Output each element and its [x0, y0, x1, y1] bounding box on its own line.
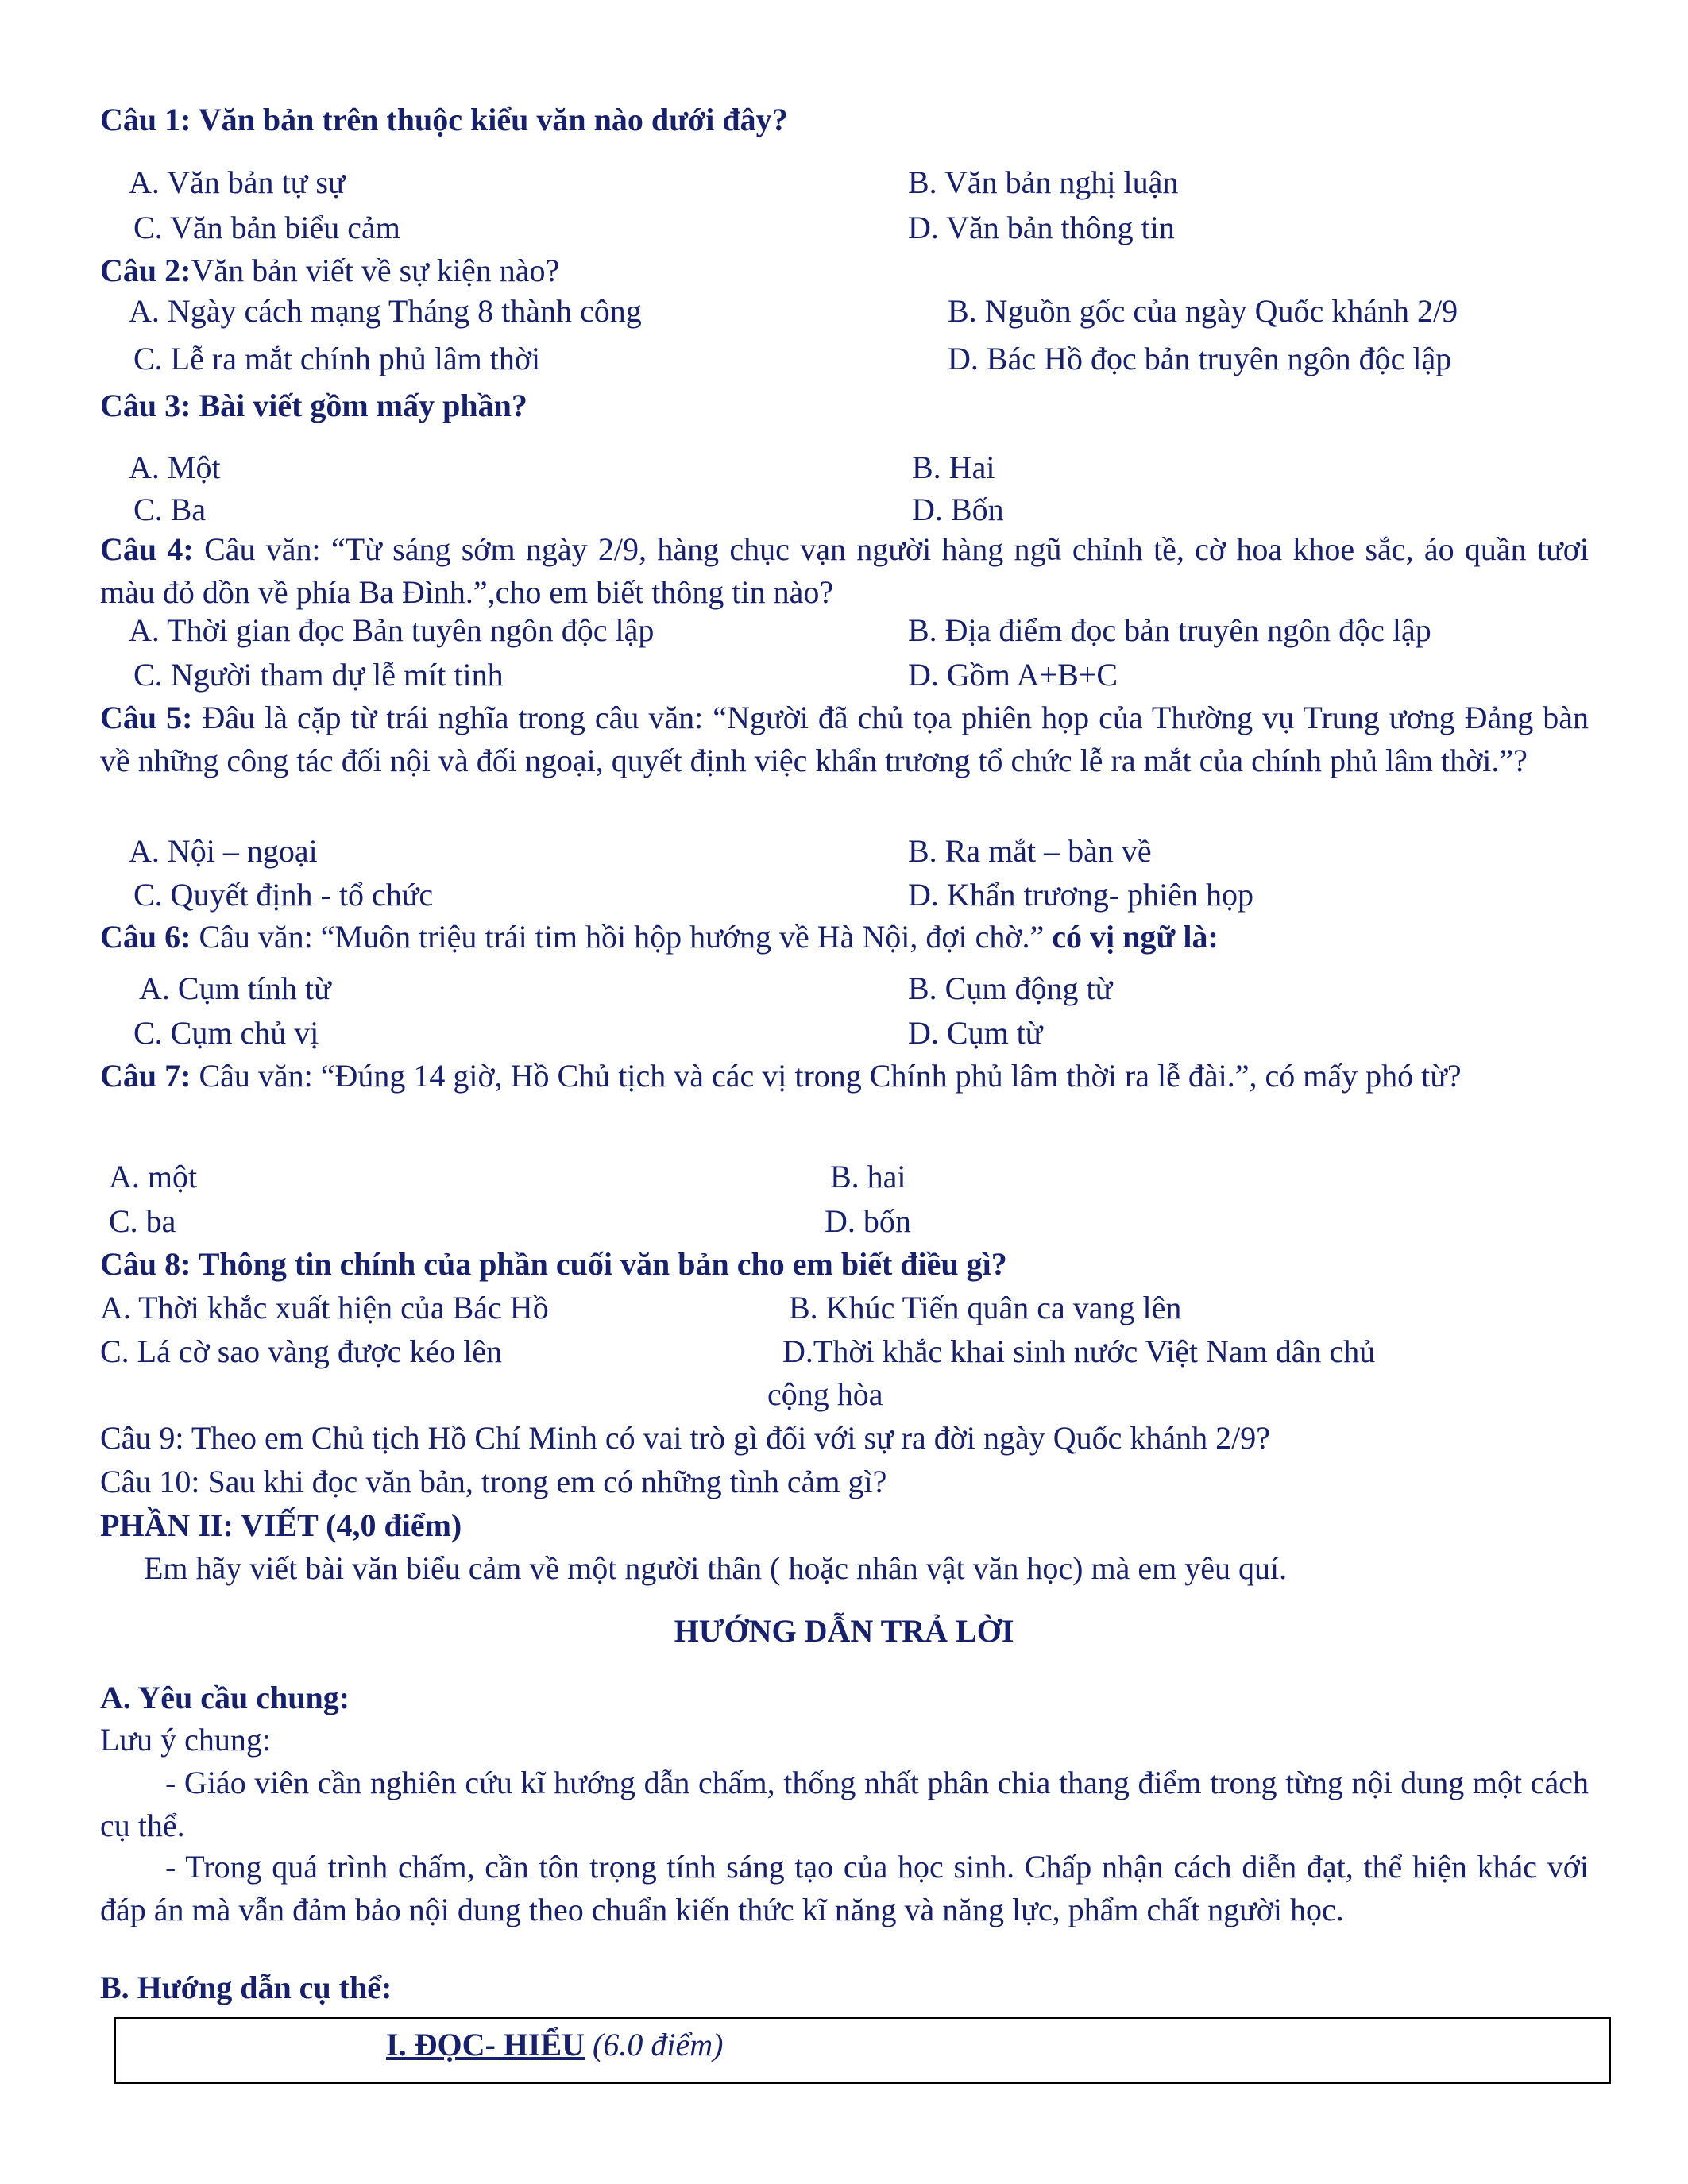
question-10: Câu 10: Sau khi đọc văn bản, trong em có những tình cảm gì?	[100, 1464, 887, 1499]
question-1	[100, 98, 788, 141]
q5-option-d: D. Khẩn trương- phiên họp	[908, 877, 1253, 913]
q5-option-a: A. Nội – ngoại	[129, 833, 318, 869]
question-6-text: Câu văn: “Muôn triệu trái tim hồi hộp hướng về Hà Nội, đợi chờ.”	[191, 919, 1053, 955]
question-3	[100, 384, 527, 427]
question-1-text: Văn bản trên thuộc kiểu văn nào dưới đây?	[191, 102, 788, 137]
q6-option-a: A. Cụm tính từ	[139, 970, 331, 1006]
question-6-tail: có vị ngữ là:	[1052, 919, 1219, 955]
question-4	[100, 528, 1589, 614]
question-1-stem: Câu 1:	[100, 102, 191, 137]
question-8-stem: Câu 8:	[100, 1246, 191, 1282]
question-2	[100, 249, 559, 292]
question-9: Câu 9: Theo em Chủ tịch Hồ Chí Minh có vai trò gì đối với sự ra đời ngày Quốc khánh 2/9?	[100, 1420, 1271, 1456]
guide-a-title: A. Yêu cầu chung:	[100, 1680, 350, 1715]
question-7	[100, 1055, 1589, 1098]
q4-option-b: B. Địa điểm đọc bản truyên ngôn độc lập	[908, 612, 1431, 648]
q5-option-c: C. Quyết định - tổ chức	[133, 877, 434, 913]
question-4-stem: Câu 4:	[100, 531, 194, 567]
q3-option-c: C. Ba	[133, 492, 207, 527]
question-8	[100, 1243, 1007, 1286]
q8-option-c: C. Lá cờ sao vàng được kéo lên	[100, 1333, 503, 1369]
guide-note: Lưu ý chung:	[100, 1722, 271, 1758]
q8-option-d: D.Thời khắc khai sinh nước Việt Nam dân chủ	[782, 1333, 1376, 1369]
q7-option-c: C. ba	[109, 1203, 176, 1239]
question-7-text: Câu văn: “Đúng 14 giờ, Hồ Chủ tịch và các vị trong Chính phủ lâm thời ra lễ đài.”, có mấy phó từ?	[191, 1058, 1462, 1094]
q4-option-c: C. Người tham dự lễ mít tinh	[133, 657, 504, 693]
q6-option-c: C. Cụm chủ vị	[133, 1015, 319, 1051]
part-2-prompt: Em hãy viết bài văn biểu cảm về một người thân ( hoặc nhân vật văn học) mà em yêu quí.	[144, 1550, 1288, 1586]
question-7-stem: Câu 7:	[100, 1058, 191, 1094]
reading-section-title: I. ĐỌC- HIỂU	[386, 2027, 585, 2062]
q8-option-d-continued: cộng hòa	[767, 1376, 883, 1412]
question-3-text: Bài viết gồm mấy phần?	[191, 388, 527, 423]
q4-option-a: A. Thời gian đọc Bản tuyên ngôn độc lập	[129, 612, 655, 648]
guide-b-title: B. Hướng dẫn cụ thể:	[100, 1970, 392, 2005]
q1-option-d: D. Văn bản thông tin	[908, 210, 1175, 245]
q8-option-b: B. Khúc Tiến quân ca vang lên	[789, 1290, 1182, 1325]
reading-section-header	[386, 2024, 723, 2066]
q2-option-d: D. Bác Hồ đọc bản truyên ngôn độc lập	[948, 341, 1452, 376]
reading-section-box	[114, 2017, 1611, 2084]
question-2-text: Văn bản viết về sự kiện nào?	[191, 253, 560, 288]
q8-option-a: A. Thời khắc xuất hiện của Bác Hồ	[100, 1290, 549, 1325]
q1-option-b: B. Văn bản nghị luận	[908, 164, 1179, 200]
q6-option-b: B. Cụm động từ	[908, 970, 1113, 1006]
reading-section-points: (6.0 điểm)	[585, 2027, 724, 2062]
q2-option-a: A. Ngày cách mạng Tháng 8 thành công	[129, 293, 642, 329]
part-2-title: PHẦN II: VIẾT (4,0 điểm)	[100, 1507, 462, 1543]
q3-option-b: B. Hai	[912, 450, 995, 485]
q5-option-b: B. Ra mắt – bàn về	[908, 833, 1152, 869]
question-2-stem: Câu 2:	[100, 253, 191, 288]
q7-option-a: A. một	[109, 1159, 198, 1194]
question-5-stem: Câu 5:	[100, 700, 193, 735]
q3-option-d: D. Bốn	[912, 492, 1004, 527]
q2-option-b: B. Nguồn gốc của ngày Quốc khánh 2/9	[948, 293, 1458, 329]
q1-option-c: C. Văn bản biểu cảm	[133, 210, 400, 245]
question-6-stem: Câu 6:	[100, 919, 191, 955]
q2-option-c: C. Lễ ra mắt chính phủ lâm thời	[133, 341, 541, 376]
question-5-text: Đâu là cặp từ trái nghĩa trong câu văn: “Người đã chủ tọa phiên họp của Thường vụ Trung ương Đảng bàn về những công tác đối nội và đối ngoại, quyết định việc khẩn trương tổ chức lễ ra mắt của chính phủ lâm thời.”?	[100, 700, 1590, 778]
question-5	[100, 696, 1589, 782]
question-8-text: Thông tin chính của phần cuối văn bản cho em biết điều gì?	[191, 1246, 1007, 1282]
q1-option-a: A. Văn bản tự sự	[129, 164, 346, 200]
guide-title: HƯỚNG DẪN TRẢ LỜI	[674, 1613, 1014, 1649]
q7-option-b: B. hai	[830, 1159, 906, 1194]
question-3-stem: Câu 3:	[100, 388, 191, 423]
question-4-text: Câu văn: “Từ sáng sớm ngày 2/9, hàng chục vạn người hàng ngũ chỉnh tề, cờ hoa khoe sắc, áo quần tươi màu đỏ dồn về phía Ba Đình.”,cho em biết thông tin nào?	[100, 531, 1590, 610]
q4-option-d: D. Gồm A+B+C	[908, 657, 1118, 693]
guide-bullet-2: - Trong quá trình chấm, cần tôn trọng tính sáng tạo của học sinh. Chấp nhận cách diễn đạt, thể hiện khác với đáp án mà vẫn đảm bảo nội dung theo chuẩn kiến thức kĩ năng và năng lực, phẩm chất người học.	[100, 1849, 1589, 1927]
question-6	[100, 916, 1219, 959]
q3-option-a: A. Một	[129, 450, 221, 485]
q6-option-d: D. Cụm từ	[908, 1015, 1043, 1051]
guide-bullet-1: - Giáo viên cần nghiên cứu kĩ hướng dẫn chấm, thống nhất phân chia thang điểm trong từng nội dung một cách cụ thể.	[100, 1765, 1589, 1843]
q7-option-d: D. bốn	[825, 1203, 911, 1239]
